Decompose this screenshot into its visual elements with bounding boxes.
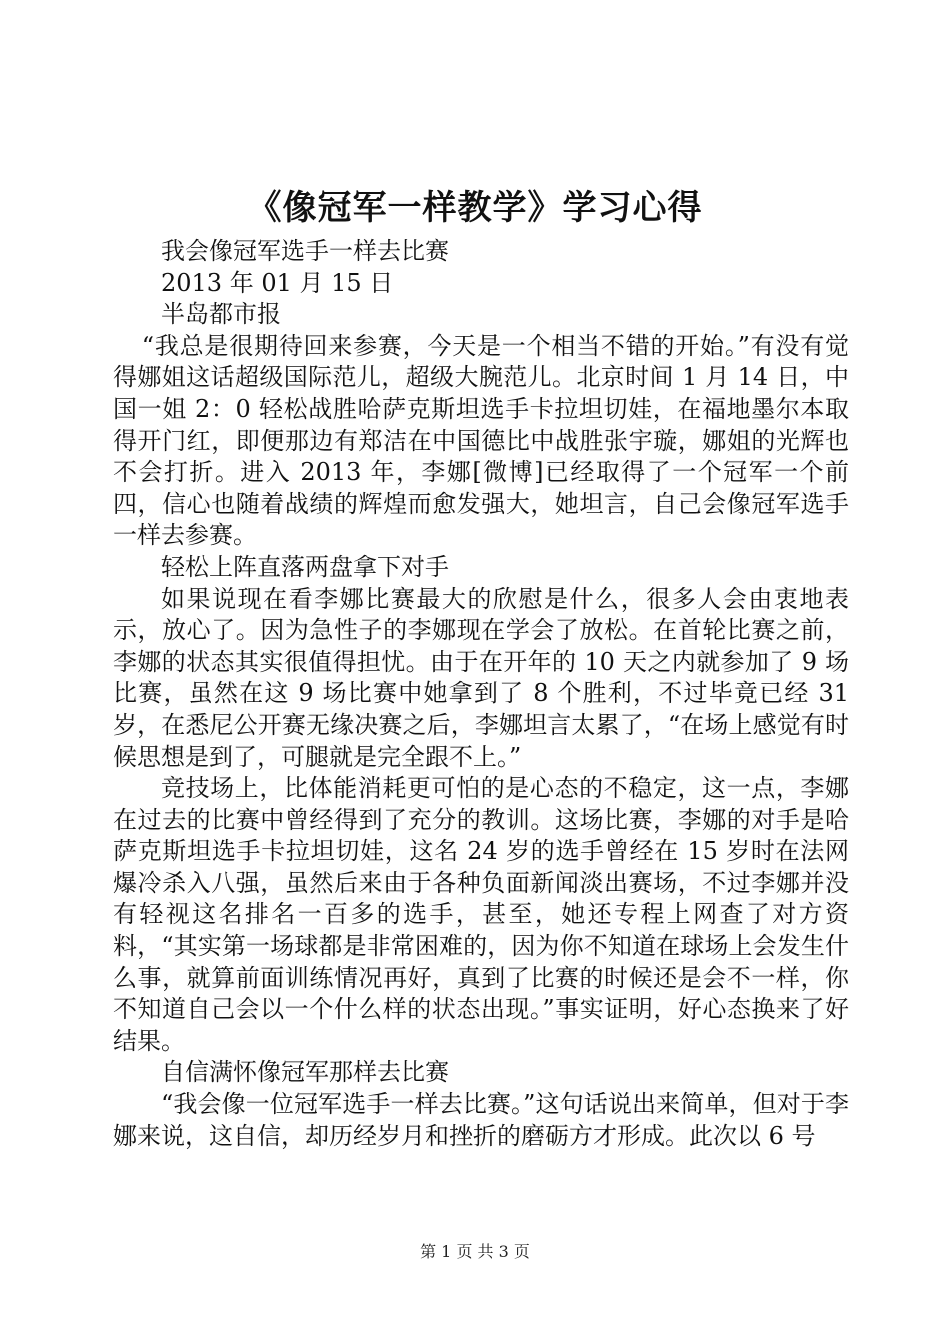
section-heading: 自信满怀像冠军那样去比赛 [161, 1058, 449, 1087]
body-paragraph: 竞技场上，比体能消耗更可怕的是心态的不稳定，这一点，李娜在过去的比赛中曾经得到了充分的教训。这场比赛，李娜的对手是哈萨克斯坦选手卡拉坦切娃，这名 24 岁的选手曾经在 15 岁时在法网爆冷杀入八强，虽然后来由于各种负面新闻淡出赛场，不过李娜并没有轻视这名排名一百多的选手，甚至，她还专程上网查了对方资料，“其实第一场球都是非常困难的，因为你不知道在球场上会发生什么事，就算前面训练情况再好，真到了比赛的时候还是会不一样，你不知道自己会以一个什么样的状态出现。”事实证明，好心态换来了好结果。 [113, 774, 849, 1055]
subheading-paragraph: 我会像冠军选手一样去比赛 [161, 237, 449, 265]
page-number-footer: 第 1 页 共 3 页 [420, 1242, 530, 1261]
date-paragraph: 2013 年 01 月 15 日 [161, 268, 394, 297]
body-paragraph: “我会像一位冠军选手一样去比赛。”这句话说出来简单，但对于李娜来说，这自信，却历经岁月和挫折的磨砺方才形成。此次以 6 号 [113, 1090, 849, 1150]
document-body [113, 236, 849, 1152]
section-heading: 轻松上阵直落两盘拿下对手 [161, 552, 449, 581]
body-paragraph: “我总是很期待回来参赛，今天是一个相当不错的开始。”有没有觉得娜姐这话超级国际范儿，超级大腕范儿。北京时间 1 月 14 日，中国一姐 2：0 轻松战胜哈萨克斯坦选手卡拉坦切娃，在福地墨尔本取得开门红，即便那边有郑洁在中国德比中战胜张宇璇，娜姐的光辉也不会打折。进入 2013 年，李娜[微博]已经取得了一个冠军一个前四，信心也随着战绩的辉煌而愈发强大，她坦言，自己会像冠军选手一样去参赛。 [113, 331, 849, 550]
body-paragraph: 如果说现在看李娜比赛最大的欣慰是什么，很多人会由衷地表示，放心了。因为急性子的李娜现在学会了放松。在首轮比赛之前，李娜的状态其实很值得担忧。由于在开年的 10 天之内就参加了 9 场比赛，虽然在这 9 场比赛中她拿到了 8 个胜利，不过毕竟已经 31 岁，在悉尼公开赛无缘决赛之后，李娜坦言太累了，“在场上感觉有时候思想是到了，可腿就是完全跟不上。” [113, 584, 849, 771]
document-title: 《像冠军一样教学》学习心得 [247, 188, 703, 228]
source-paragraph: 半岛都市报 [161, 300, 281, 329]
